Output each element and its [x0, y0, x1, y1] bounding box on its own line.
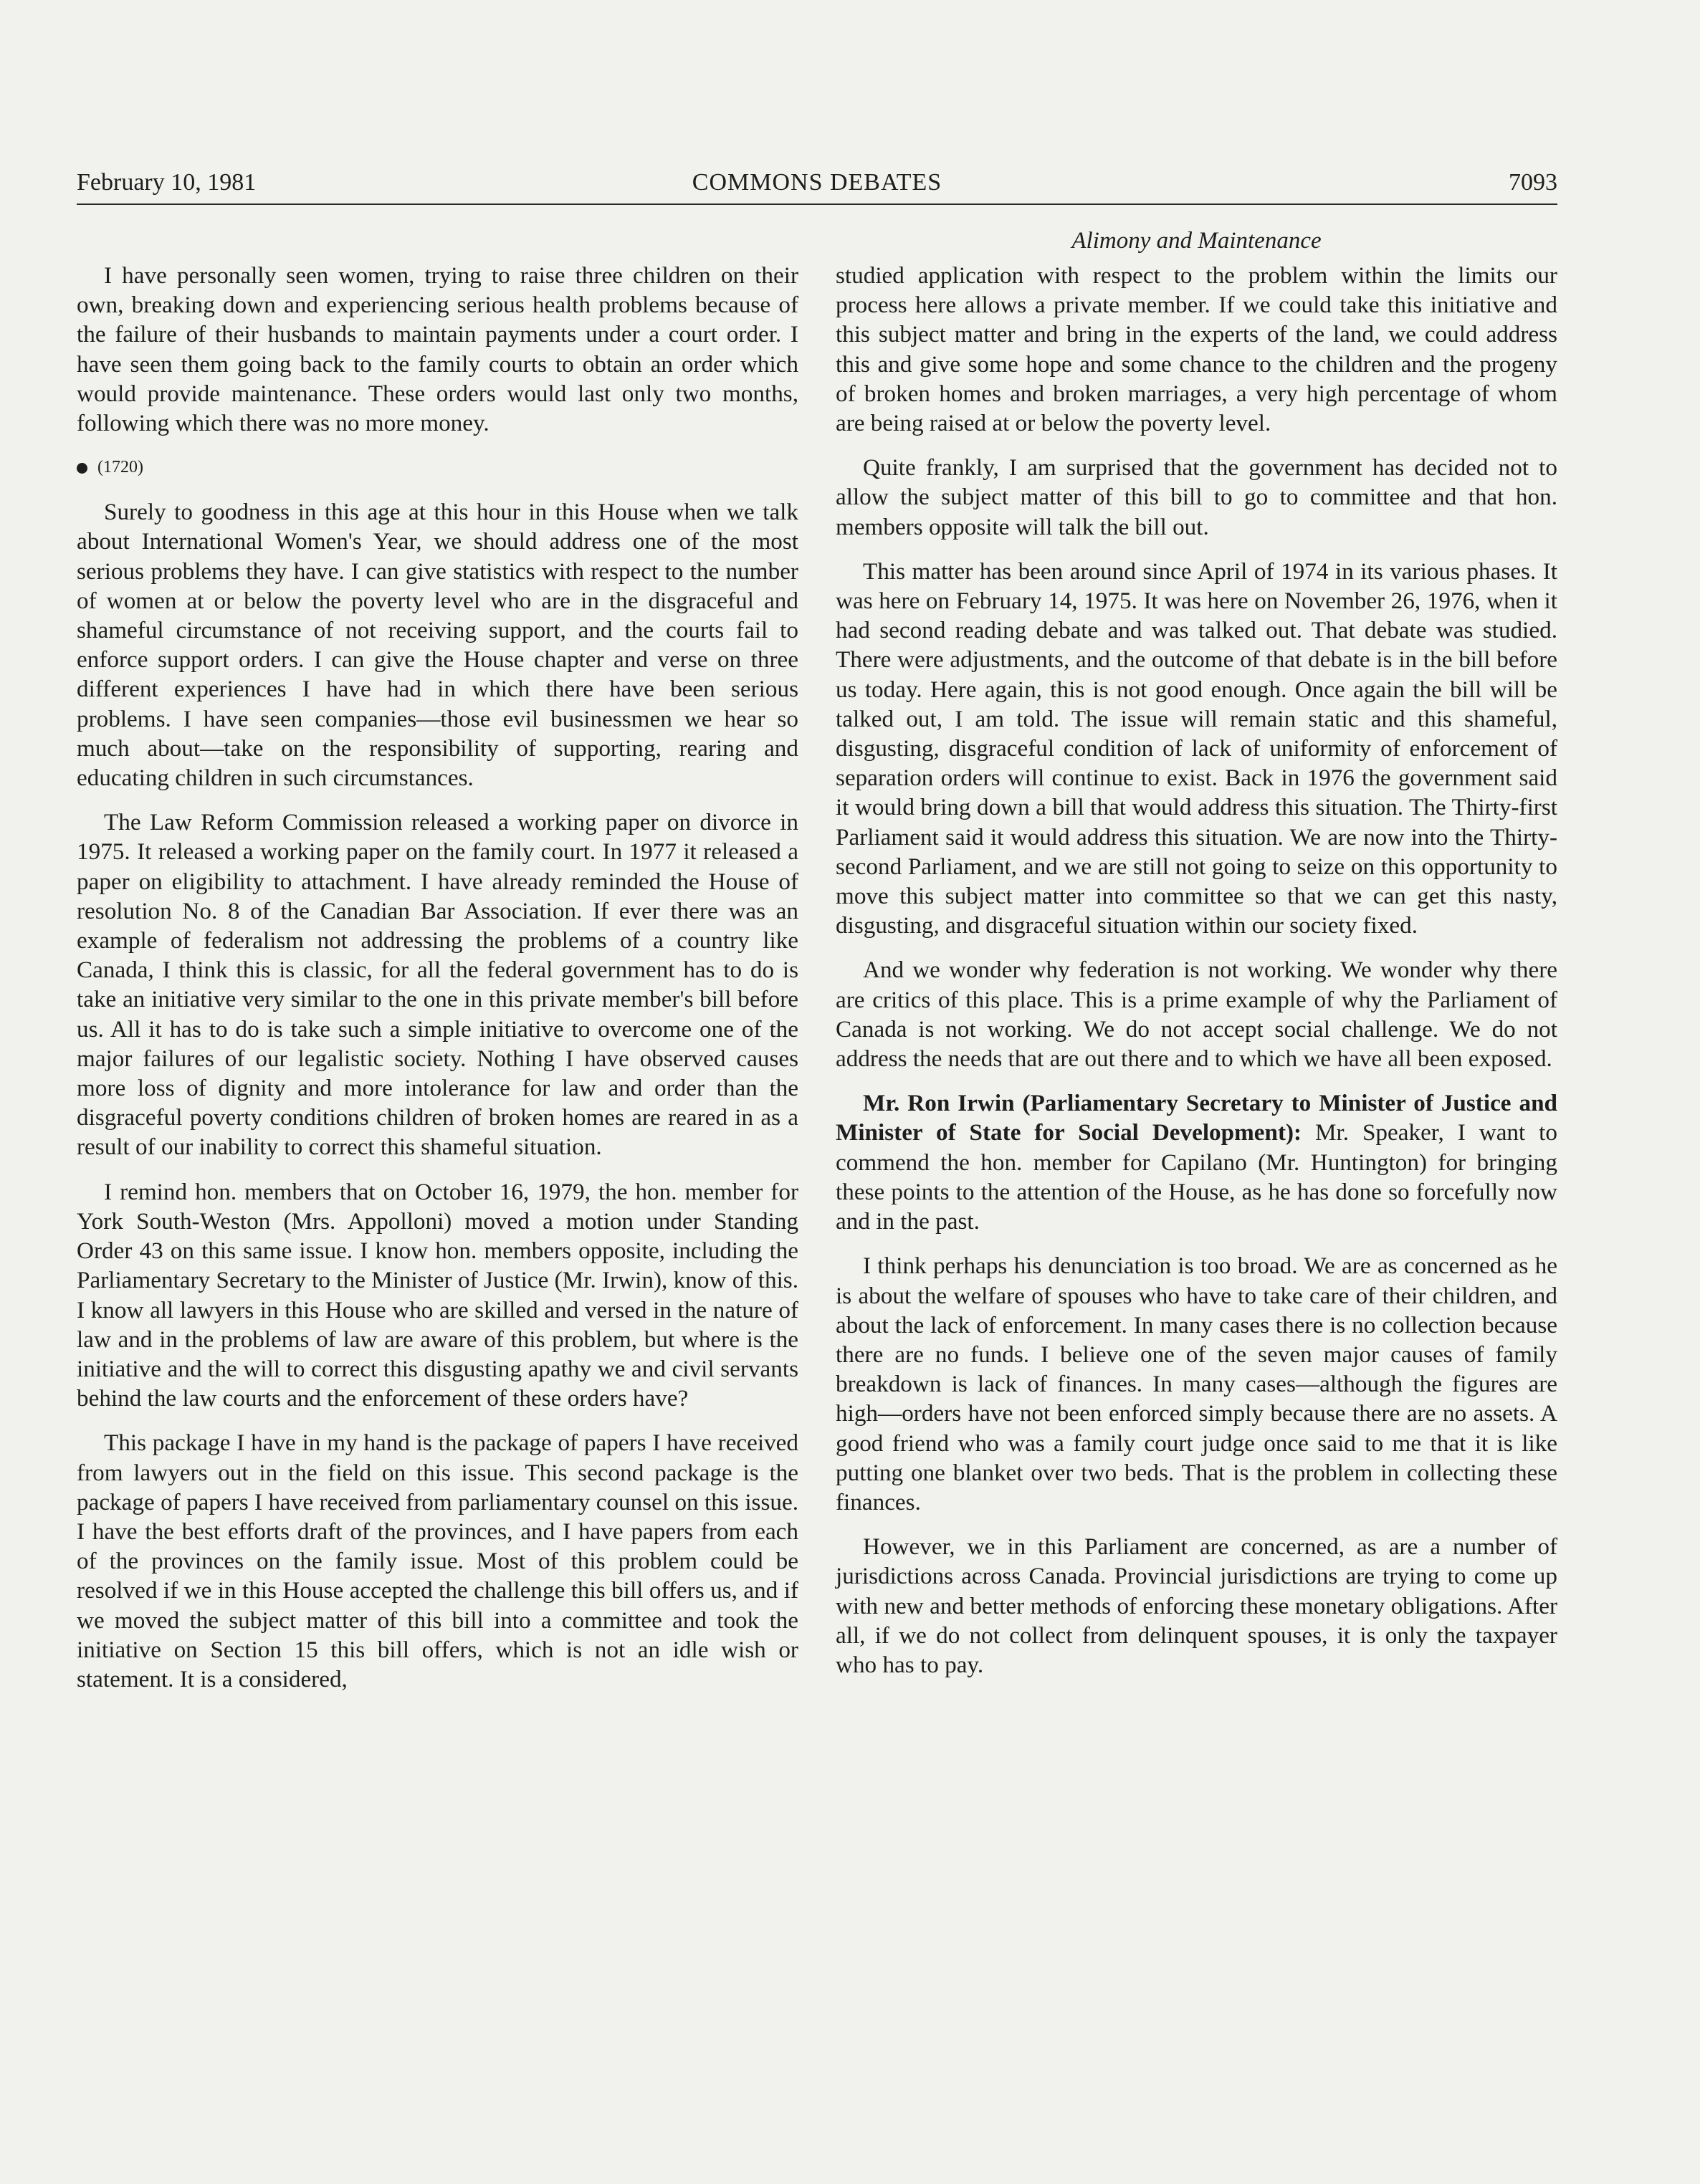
page-header [77, 169, 1557, 205]
paragraph: This matter has been around since April of 1974 in its various phases. It was here on February 14, 1975. It was here on November 26, 1976, when it had second reading debate and was talked out. That debate was studied. There were adjustments, and the outcome of that debate is in the bill before us today. Here again, this is not good enough. Once again the bill will be talked out, I am told. The issue will remain static and this shameful, disgusting, disgraceful condition of lack of uniformity of enforcement of separation orders will continue to exist. Back in 1976 the government said it would bring down a bill that would address this situation. The Thirty-first Parliament said it would address this situation. We are now into the Thirty-second Parliament, and we are still not going to seize on this opportunity to move this subject matter into committee so that we can get this nasty, disgusting, and disgraceful situation within our society fixed. [836, 557, 1557, 939]
paragraph: The Law Reform Commission released a working paper on divorce in 1975. It released a working paper on the family court. In 1977 it released a paper on eligibility to attachment. I have already reminded the House of resolution No. 8 of the Canadian Bar Association. If ever there was an example of federalism not addressing the problems of a country like Canada, I think this is classic, for all the federal government has to do is take an initiative very similar to the one in this private member's bill before us. All it has to do is take such a simple initiative to overcome one of the major failures of our legalistic society. Nothing I have observed causes more loss of dignity and more intolerance for law and order than the disgraceful poverty conditions children of broken homes are reared in as a result of our inability to correct this shameful situation. [77, 809, 798, 1161]
left-column [77, 261, 798, 1709]
speaker-name: Mr. Ron Irwin (Parliamentary Secretary to Minister of Justice and Minister of State for Social Development): [836, 1090, 1557, 1146]
speech-paragraph [836, 1088, 1557, 1236]
paragraph: I think perhaps his denunciation is too broad. We are as concerned as he is about the welfare of spouses who have to take care of their children, and about the lack of enforcement. In many cases there is no collection because there are no funds. I believe one of the seven major causes of family breakdown is lack of finances. In many cases—although the figures are high—orders have not been enforced simply because there are no assets. A good friend who was a family court judge once said to me that it is like putting one blanket over two beds. That is the problem in collecting these finances. [836, 1253, 1557, 1515]
header-rule [77, 203, 1557, 205]
header-date: February 10, 1981 [77, 169, 257, 196]
page-number: 7093 [1509, 169, 1557, 196]
paragraph: Quite frankly, I am surprised that the government has decided not to allow the subject matter of this bill to go to committee and that hon. members opposite will talk the bill out. [836, 454, 1557, 540]
bullet-icon [77, 463, 87, 474]
right-column [836, 261, 1557, 1695]
time-marker-text: (1720) [97, 458, 143, 477]
paragraph: And we wonder why federation is not working. We wonder why there are critics of this place. This is a prime example of why the Parliament of Canada is not working. We do not accept social challenge. We do not address the needs that are out there and to which we have all been exposed. [836, 957, 1557, 1073]
paragraph: I remind hon. members that on October 16, 1979, the hon. member for York South-Weston (Mrs. Appolloni) moved a motion under Standing Order 43 on this same issue. I know hon. members opposite, including the Parliamentary Secretary to the Minister of Justice (Mr. Irwin), know of this. I know all lawyers in this House who are skilled and versed in the nature of law and in the problems of law are aware of this problem, but where is the initiative and the will to correct this disgusting apathy we and civil servants behind the law courts and the enforcement of these orders have? [77, 1178, 798, 1412]
speech-text: Mr. Speaker, I want to commend the hon. member for Capilano (Mr. Huntington) for bringing these points to the attention of the House, as he has done so forcefully now and in the past. [836, 1119, 1557, 1235]
header-title: COMMONS DEBATES [692, 169, 942, 196]
paragraph: Surely to goodness in this age at this hour in this House when we talk about International Women's Year, we should address one of the most serious problems they have. I can give statistics with respect to the number of women at or below the poverty level who are in the disgraceful and shameful circumstance of not receiving support, and the courts fail to enforce support orders. I can give the House chapter and verse on three different experiences I have had in which there have been serious problems. I have seen companies—those evil businessmen we hear so much about—take on the responsibility of supporting, rearing and educating children in such circumstances. [77, 499, 798, 792]
paragraph: I have personally seen women, trying to raise three children on their own, breaking down and experiencing serious health problems because of the failure of their husbands to maintain payments under a court order. I have seen them going back to the family courts to obtain an order which would provide maintenance. These orders would last only two months, following which there was no more money. [77, 262, 798, 437]
paragraph: This package I have in my hand is the package of papers I have received from lawyers out in the field on this issue. This second package is the package of papers I have received from parliamentary counsel on this issue. I have the best efforts draft of the provinces, and I have papers from each of the provinces on the family issue. Most of this problem could be resolved if we in this House accepted the challenge this bill offers us, and if we moved the subject matter of this bill into a committee and took the initiative on Section 15 this bill offers, which is not an idle wish or statement. It is a considered, [77, 1429, 798, 1692]
subject-heading: Alimony and Maintenance [1071, 228, 1322, 254]
time-marker [77, 453, 798, 482]
paragraph: studied application with respect to the problem within the limits our process here allows a private member. If we could take this initiative and this subject matter and bring in the experts of the land, we could address this and give some hope and some chance to the children and the progeny of broken homes and broken marriages, a very high percentage of whom are being raised at or below the poverty level. [836, 262, 1557, 437]
paragraph: However, we in this Parliament are concerned, as are a number of jurisdictions across Canada. Provincial jurisdictions are trying to come up with new and better methods of enforcing these monetary obligations. After all, if we do not collect from delinquent spouses, it is only the taxpayer who has to pay. [836, 1533, 1557, 1678]
